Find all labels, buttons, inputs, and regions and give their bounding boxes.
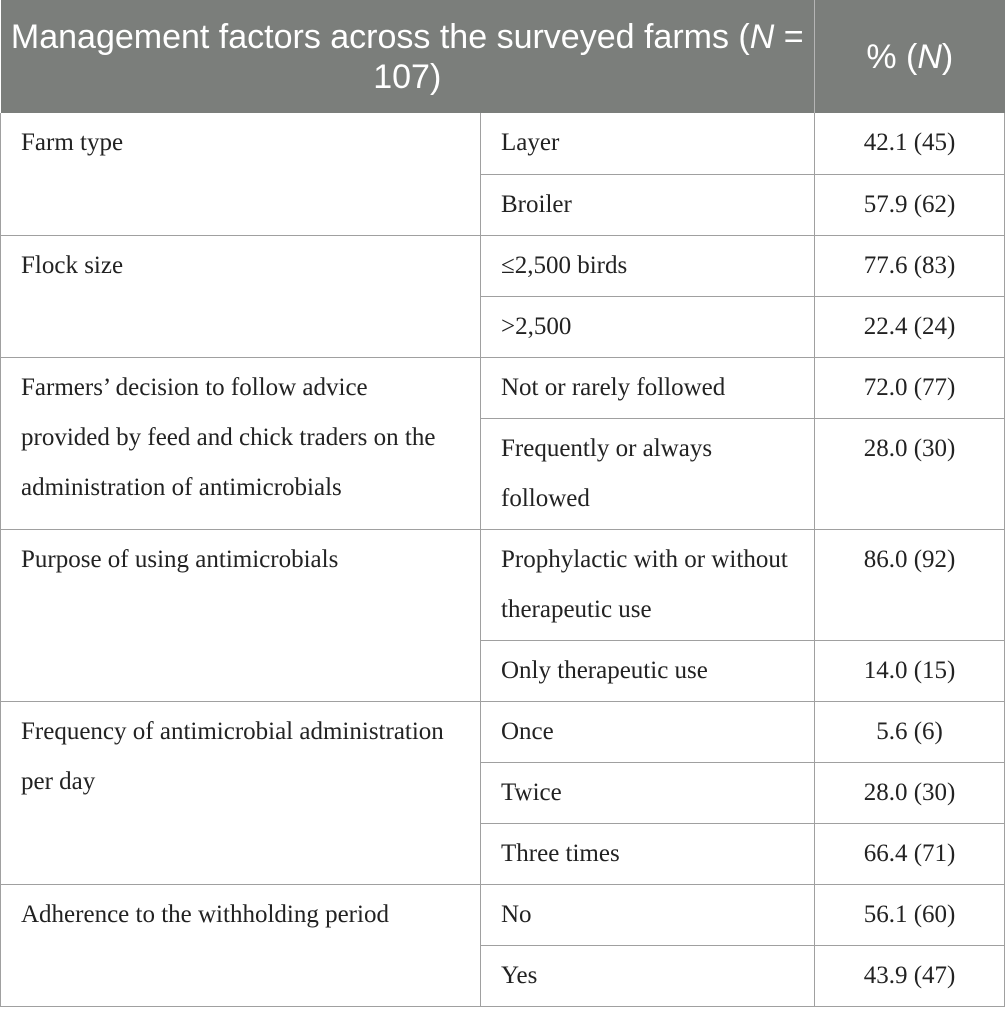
table-row (1, 357, 1005, 418)
factor-cell: Farmers’ decision to follow advice provided by feed and chick traders on the administration of antimicrobials (1, 357, 481, 529)
header-percent-n-symbol: N (917, 37, 942, 76)
level-cell: Twice (481, 762, 815, 823)
factor-cell: Flock size (1, 235, 481, 357)
value-cell: 43.9 (47) (815, 945, 1005, 1006)
value-cell: 28.0 (30) (815, 762, 1005, 823)
header-n-symbol: N (749, 17, 775, 56)
table-row (1, 884, 1005, 945)
level-cell: Not or rarely followed (481, 357, 815, 418)
value-cell: 22.4 (24) (815, 296, 1005, 357)
value-cell: 14.0 (15) (815, 640, 1005, 701)
level-cell: Yes (481, 945, 815, 1006)
factor-cell: Adherence to the withholding period (1, 884, 481, 1006)
level-cell: No (481, 884, 815, 945)
value-cell: 28.0 (30) (815, 418, 1005, 529)
value-cell: 86.0 (92) (815, 529, 1005, 640)
table-row (1, 113, 1005, 174)
header-row (1, 0, 1005, 113)
table-row (1, 235, 1005, 296)
table-body (1, 113, 1005, 1006)
level-cell: Three times (481, 823, 815, 884)
level-cell: ≤2,500 birds (481, 235, 815, 296)
level-cell: Once (481, 701, 815, 762)
table-row (1, 529, 1005, 640)
level-cell: Layer (481, 113, 815, 174)
value-cell: 77.6 (83) (815, 235, 1005, 296)
value-cell: 56.1 (60) (815, 884, 1005, 945)
level-cell: Only therapeutic use (481, 640, 815, 701)
header-percent: % (N) (815, 0, 1005, 113)
value-cell: 72.0 (77) (815, 357, 1005, 418)
factor-cell: Farm type (1, 113, 481, 235)
level-cell: Prophylactic with or without therapeutic use (481, 529, 815, 640)
table-row (1, 701, 1005, 762)
value-cell: 66.4 (71) (815, 823, 1005, 884)
value-cell: 42.1 (45) (815, 113, 1005, 174)
factor-cell: Purpose of using antimicrobials (1, 529, 481, 701)
level-cell: Broiler (481, 174, 815, 235)
value-cell: 57.9 (62) (815, 174, 1005, 235)
level-cell: Frequently or always followed (481, 418, 815, 529)
header-factors: Management factors across the surveyed farms (N = 107) (1, 0, 815, 113)
factor-cell: Frequency of antimicrobial administration per day (1, 701, 481, 884)
value-cell: 5.6 (6) (815, 701, 1005, 762)
level-cell: >2,500 (481, 296, 815, 357)
